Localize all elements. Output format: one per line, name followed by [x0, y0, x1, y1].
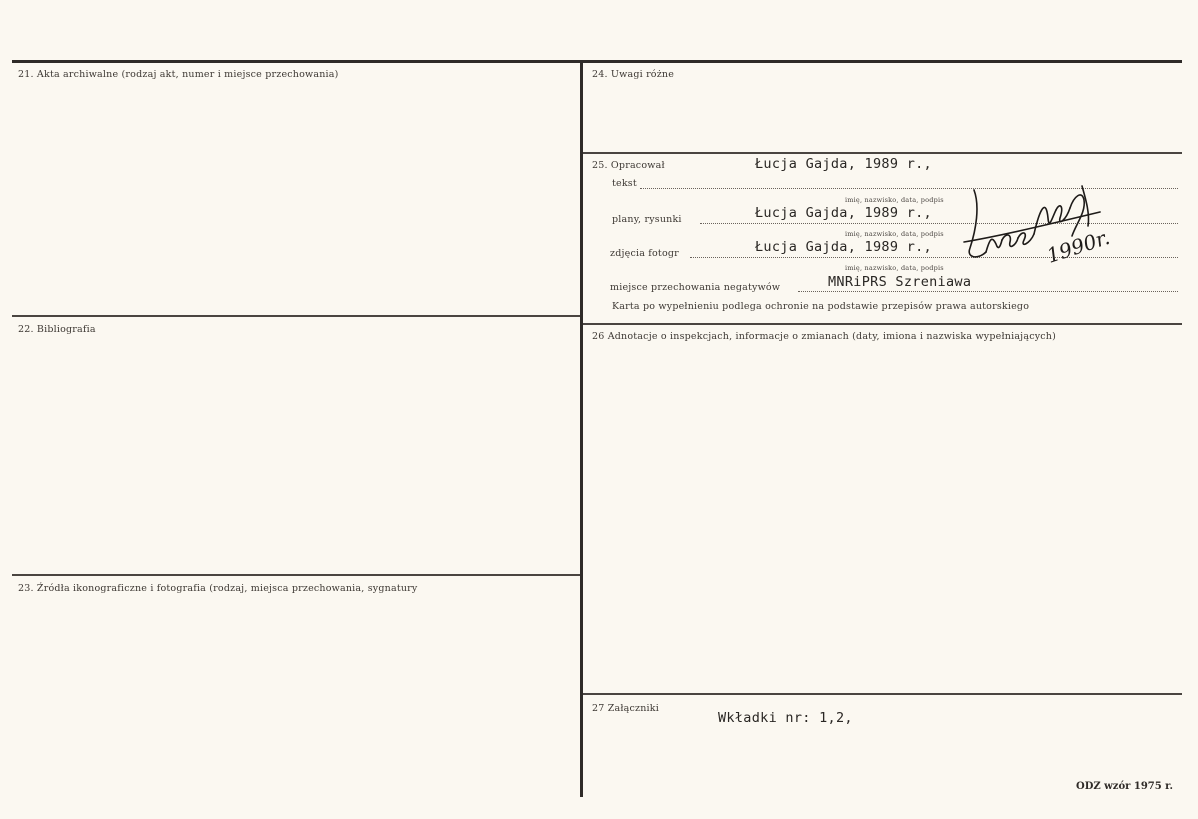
section-26-label: 26 Adnotacje o inspekcjach, informacje o zmianach (daty, imiona i nazwiska wypełniających) — [592, 331, 1057, 342]
rule-after-26 — [583, 693, 1182, 695]
section-21-label: 21. Akta archiwalne (rodzaj akt, numer i miejsce przechowania) — [18, 69, 339, 80]
rule-after-21 — [12, 315, 580, 317]
section-27-label: 27 Załączniki — [592, 703, 659, 714]
plans-value: Łucja Gajda, 1989 r., — [755, 205, 932, 221]
form-identifier: ODZ wzór 1975 r. — [1076, 781, 1174, 792]
plans-label: plany, rysunki — [612, 214, 682, 225]
text-label: tekst — [612, 178, 637, 189]
signature-year: 1990r. — [1043, 224, 1113, 268]
rule-after-25 — [583, 323, 1182, 325]
handwritten-signature — [960, 178, 1120, 273]
negatives-dotted-line — [798, 291, 1178, 292]
section-25-label: 25. Opracował — [592, 160, 665, 171]
attachments-value: Wkładki nr: 1,2, — [718, 710, 853, 726]
section-24-label: 24. Uwagi różne — [592, 69, 675, 80]
plans-hint: imię, nazwisko, data, podpis — [845, 230, 944, 238]
photos-value: Łucja Gajda, 1989 r., — [755, 239, 932, 255]
copyright-note: Karta po wypełnieniu podlega ochronie na podstawie przepisów prawa autorskiego — [612, 301, 1030, 312]
rule-after-22 — [12, 574, 580, 576]
photos-hint: imię, nazwisko, data, podpis — [845, 264, 944, 272]
section-23-label: 23. Źródła ikonograficzne i fotografia (rodzaj, miejsca przechowania, sygnatury — [18, 583, 418, 594]
photos-label: zdjęcia fotogr — [610, 248, 679, 259]
author-value: Łucja Gajda, 1989 r., — [755, 156, 932, 172]
text-hint: imię, nazwisko, data, podpis — [845, 196, 944, 204]
top-rule — [12, 60, 1182, 63]
center-divider — [580, 60, 583, 797]
negatives-value: MNRiPRS Szreniawa — [828, 274, 972, 290]
rule-after-24 — [583, 152, 1182, 154]
section-22-label: 22. Bibliografia — [18, 324, 96, 335]
negatives-label: miejsce przechowania negatywów — [610, 282, 781, 293]
